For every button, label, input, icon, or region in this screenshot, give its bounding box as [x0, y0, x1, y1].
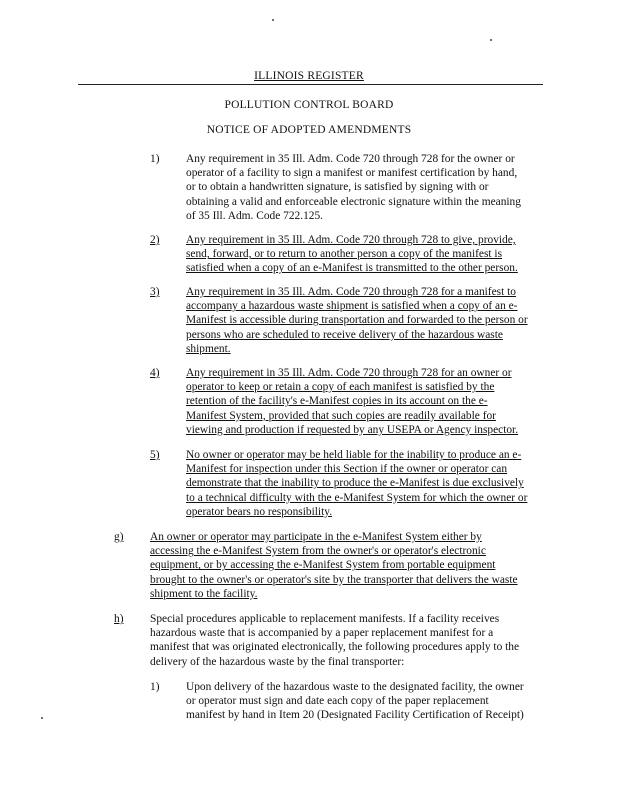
item-line: operator bears no responsibility. [186, 505, 333, 518]
item-number: 2) [150, 234, 160, 246]
item-number: g) [114, 531, 124, 543]
scan-speck [490, 39, 492, 41]
item-line: demonstrate that the inability to produce the e-Manifest is due exclusively [186, 477, 524, 490]
item-line: shipment to the facility. [150, 587, 258, 600]
item-line: retention of the facility's e-Manifest copies in its account on the e- [186, 395, 488, 408]
item-line: or operator must sign and date each copy of the paper replacement [186, 695, 489, 708]
register-title: ILLINOIS REGISTER [254, 70, 364, 82]
item-line: Any requirement in 35 Ill. Adm. Code 720 through 728 for the owner or [186, 153, 515, 165]
item-line: Any requirement in 35 Ill. Adm. Code 720 through 728 for a manifest to [186, 286, 516, 298]
item-number: 5) [150, 449, 160, 461]
item-line: Upon delivery of the hazardous waste to the designated facility, the owner [186, 681, 524, 693]
item-number: h) [114, 613, 124, 625]
item-number: 1) [150, 681, 160, 693]
item-line: No owner or operator may be held liable for the inability to produce an e- [186, 449, 522, 461]
item-line: delivery of the hazardous waste by the final transporter: [150, 655, 405, 668]
item-line: equipment, or by accessing the e-Manifest System from portable equipment [150, 559, 496, 572]
item-line: manifest by hand in Item 20 (Designated Facility Certification of Receipt) [186, 709, 524, 722]
item-line: accompany a hazardous waste shipment is satisfied when a copy of an e- [186, 300, 518, 313]
item-line: shipment. [186, 342, 231, 355]
item-line: or to obtain a handwritten signature, is satisfied by signing with or [186, 181, 489, 194]
item-line: Manifest System, provided that such copies are readily available for [186, 409, 496, 422]
board-title: POLLUTION CONTROL BOARD [224, 99, 394, 111]
header-rule [78, 84, 543, 85]
item-line: accessing the e-Manifest System from the owner's or operator's electronic [150, 545, 486, 558]
scan-speck [272, 19, 274, 21]
item-line: to a technical difficulty with the e-Manifest System for which the owner or [186, 491, 528, 504]
item-line: viewing and production if requested by any USEPA or Agency inspector. [186, 423, 519, 436]
item-line: manifest that was originated electronically, the following procedures apply to the [150, 641, 520, 654]
item-line: An owner or operator may participate in the e-Manifest System either by [150, 531, 482, 543]
notice-title: NOTICE OF ADOPTED AMENDMENTS [206, 124, 412, 136]
item-line: send, forward, or to return to another person a copy of the manifest is [186, 248, 502, 261]
item-line: Manifest for inspection under this Section if the owner or operator can [186, 463, 508, 476]
item-number: 4) [150, 367, 160, 379]
item-line: hazardous waste that is accompanied by a paper replacement manifest for a [150, 627, 494, 640]
item-line: brought to the owner's or operator's site by the transporter that delivers the waste [150, 573, 518, 586]
item-number: 1) [150, 153, 160, 165]
item-line: persons who are scheduled to receive delivery of the hazardous waste [186, 328, 503, 341]
item-number: 3) [150, 286, 160, 298]
item-line: Any requirement in 35 Ill. Adm. Code 720 through 728 for an owner or [186, 367, 512, 379]
item-line: obtaining a valid and enforceable electronic signature within the meaning [186, 195, 521, 208]
item-line: satisfied when a copy of an e-Manifest is transmitted to the other person. [186, 262, 518, 275]
item-line: operator to keep or retain a copy of each manifest is satisfied by the [186, 381, 495, 394]
item-line: Any requirement in 35 Ill. Adm. Code 720 through 728 to give, provide, [186, 234, 516, 246]
item-line: Manifest is accessible during transportation and forwarded to the person or [186, 314, 528, 327]
item-line: of 35 Ill. Adm. Code 722.125. [186, 209, 323, 222]
item-line: Special procedures applicable to replacement manifests. If a facility receives [150, 613, 500, 625]
scan-speck [41, 717, 43, 719]
item-line: operator of a facility to sign a manifest or manifest certification by hand, [186, 167, 518, 180]
